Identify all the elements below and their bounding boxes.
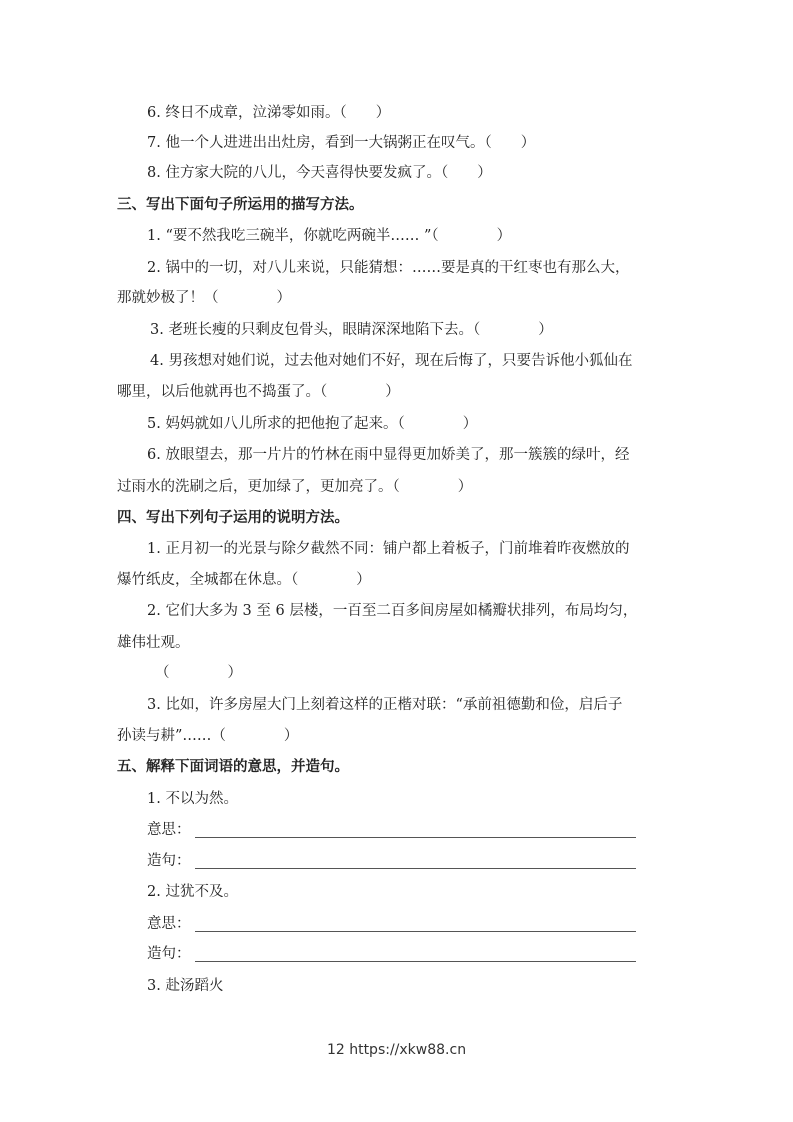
question-line: （ ） (155, 665, 242, 681)
question-line: 那就妙极了！（ ） (117, 290, 291, 306)
question-line: 8. 住方家大院的八儿，今天喜得快要发疯了。（ ） (147, 165, 492, 181)
question-line: 意思： (147, 916, 191, 932)
question-line: 造句： (147, 853, 191, 869)
section-heading: 三、写出下面句子所运用的描写方法。 (117, 197, 364, 213)
question-line: 1. 不以为然。 (147, 791, 238, 807)
question-line: 哪里，以后他就再也不捣蛋了。（ ） (117, 384, 400, 400)
answer-line[interactable] (195, 961, 636, 962)
question-line: 过雨水的洗刷之后，更加绿了，更加亮了。（ ） (117, 479, 473, 495)
question-line: 孙读与耕”……（ ） (117, 728, 299, 744)
question-line: 造句： (147, 946, 191, 962)
question-line: 4. 男孩想对她们说，过去他对她们不好，现在后悔了，只要告诉他小狐仙在 (150, 353, 633, 369)
question-line: 意思： (147, 822, 191, 838)
answer-line[interactable] (195, 931, 636, 932)
question-line: 3. 老班长瘦的只剩皮包骨头，眼睛深深地陷下去。（ ） (150, 322, 553, 338)
question-line: 2. 锅中的一切，对八儿来说，只能猜想：……要是真的干红枣也有那么大， (147, 260, 630, 276)
question-line: 1. 正月初一的光景与除夕截然不同：铺户都上着板子，门前堆着昨夜燃放的 (147, 541, 630, 557)
question-line: 2. 它们大多为 3 至 6 层楼，一百至二百多间房屋如橘瓣状排列，布局均匀， (147, 603, 638, 619)
section-heading: 五、解释下面词语的意思，并造句。 (117, 759, 349, 775)
answer-line[interactable] (195, 868, 636, 869)
question-line: 爆竹纸皮，全城都在休息。（ ） (117, 572, 371, 588)
question-line: 2. 过犹不及。 (147, 884, 238, 900)
question-line: 7. 他一个人进进出出灶房，看到一大锅粥正在叹气。（ ） (147, 135, 536, 151)
question-line: 雄伟壮观。 (117, 635, 190, 651)
page-footer: 12 https://xkw88.cn (326, 1042, 467, 1058)
question-line: 6. 放眼望去，那一片片的竹林在雨中显得更加娇美了，那一簇簇的绿叶，经 (147, 447, 630, 463)
question-line: 6. 终日不成章，泣涕零如雨。（ ） (147, 105, 391, 121)
question-line: 3. 比如，许多房屋大门上刻着这样的正楷对联：“承前祖德勤和俭，启后子 (147, 697, 623, 713)
question-line: 5. 妈妈就如八儿所求的把他抱了起来。（ ） (147, 416, 478, 432)
answer-line[interactable] (195, 837, 636, 838)
section-heading: 四、写出下列句子运用的说明方法。 (117, 510, 349, 526)
question-line: 3. 赴汤蹈火 (147, 978, 224, 994)
question-line: 1. “要不然我吃三碗半，你就吃两碗半…… ”（ ） (147, 228, 512, 244)
